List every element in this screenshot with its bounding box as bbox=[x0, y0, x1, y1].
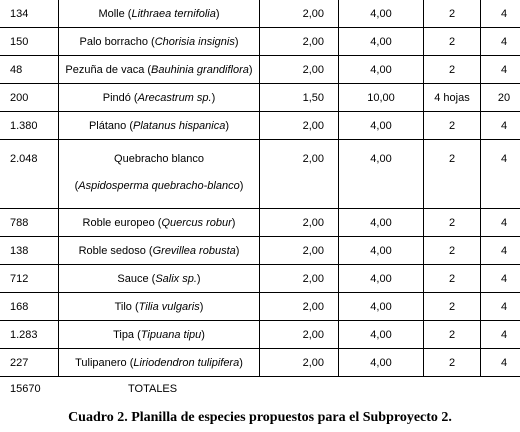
scientific-name: Aspidosperma quebracho-blanco bbox=[78, 180, 240, 192]
value-a-cell: 2,00 bbox=[260, 293, 339, 321]
totals-value: 15670 bbox=[10, 383, 41, 395]
quantity-cell: 788 bbox=[0, 209, 59, 237]
table-row bbox=[0, 56, 520, 84]
value-a-cell: 2,00 bbox=[260, 0, 339, 28]
value-c-cell: 2 bbox=[424, 349, 481, 377]
value-a-cell: 2,00 bbox=[260, 140, 339, 209]
species-name-cell: Roble sedoso (Grevillea robusta) bbox=[59, 237, 260, 265]
quantity-cell: 168 bbox=[0, 293, 59, 321]
quantity-cell: 1.380 bbox=[0, 112, 59, 140]
scientific-name: Salix sp. bbox=[155, 272, 197, 285]
value-a-cell: 2,00 bbox=[260, 28, 339, 56]
common-name: Quebracho blanco bbox=[114, 153, 204, 165]
table-row bbox=[0, 293, 520, 321]
value-d-cell: 4 bbox=[481, 0, 520, 28]
value-c-cell: 4 hojas bbox=[424, 84, 481, 112]
table-row bbox=[0, 28, 520, 56]
value-b-cell: 4,00 bbox=[339, 265, 424, 293]
value-a-cell: 2,00 bbox=[260, 349, 339, 377]
value-c-cell: 2 bbox=[424, 112, 481, 140]
value-d-cell: 4 bbox=[481, 265, 520, 293]
value-c-cell: 2 bbox=[424, 56, 481, 84]
value-b-cell: 4,00 bbox=[339, 209, 424, 237]
scientific-name: Chorisia insignis bbox=[154, 35, 235, 48]
species-name-cell: Pindó (Arecastrum sp.) bbox=[59, 84, 260, 112]
value-d-cell: 4 bbox=[481, 349, 520, 377]
table-row bbox=[0, 0, 520, 28]
common-name: Roble europeo bbox=[82, 216, 155, 229]
value-c-cell: 2 bbox=[424, 293, 481, 321]
value-b-cell: 4,00 bbox=[339, 112, 424, 140]
value-b-cell: 4,00 bbox=[339, 56, 424, 84]
common-name: Pezuña de vaca bbox=[65, 63, 145, 76]
common-name: Molle bbox=[98, 7, 125, 20]
value-c-cell: 2 bbox=[424, 237, 481, 265]
value-b-cell: 4,00 bbox=[339, 293, 424, 321]
common-name: Tilo bbox=[114, 300, 132, 313]
scientific-name: Tipuana tipu bbox=[140, 328, 202, 341]
quantity-cell: 1.283 bbox=[0, 321, 59, 349]
value-d-cell: 4 bbox=[481, 209, 520, 237]
scientific-name: Quercus robur bbox=[161, 216, 232, 229]
value-a-cell: 2,00 bbox=[260, 265, 339, 293]
value-c-cell: 2 bbox=[424, 140, 481, 209]
value-d-cell: 4 bbox=[481, 293, 520, 321]
value-c-cell: 2 bbox=[424, 265, 481, 293]
common-name: Plátano bbox=[88, 119, 127, 132]
species-name-cell: Molle (Lithraea ternifolia) bbox=[59, 0, 260, 28]
scientific-name: Tilia vulgaris bbox=[138, 300, 200, 313]
value-d-cell: 4 bbox=[481, 321, 520, 349]
scientific-name: Bauhinia grandiflora bbox=[151, 63, 249, 76]
species-name-cell: Roble europeo (Quercus robur) bbox=[59, 209, 260, 237]
table-row bbox=[0, 140, 520, 209]
table-row bbox=[0, 209, 520, 237]
species-name-cell: Tulipanero (Liriodendron tulipifera) bbox=[59, 349, 260, 377]
value-d-cell: 4 bbox=[481, 237, 520, 265]
common-name: Roble sedoso bbox=[78, 244, 146, 257]
table-caption: Cuadro 2. Planilla de especies propuestos para el Subproyecto 2. bbox=[68, 410, 452, 425]
quantity-cell: 227 bbox=[0, 349, 59, 377]
species-name-cell: Palo borracho (Chorisia insignis) bbox=[59, 28, 260, 56]
value-b-cell: 4,00 bbox=[339, 321, 424, 349]
species-name-cell bbox=[59, 140, 260, 209]
scientific-name: Arecastrum sp. bbox=[137, 91, 212, 104]
value-d-cell: 4 bbox=[481, 112, 520, 140]
quantity-cell: 712 bbox=[0, 265, 59, 293]
quantity-cell: 134 bbox=[0, 0, 59, 28]
common-name: Sauce bbox=[117, 272, 149, 285]
scientific-name: Liriodendron tulipifera bbox=[133, 356, 240, 369]
value-c-cell: 2 bbox=[424, 28, 481, 56]
value-a-cell: 2,00 bbox=[260, 237, 339, 265]
table-row bbox=[0, 237, 520, 265]
scientific-name: Lithraea ternifolia bbox=[131, 7, 216, 20]
value-a-cell: 2,00 bbox=[260, 112, 339, 140]
value-b-cell: 4,00 bbox=[339, 349, 424, 377]
value-b-cell: 4,00 bbox=[339, 28, 424, 56]
scientific-name-line: (Aspidosperma quebracho-blanco) bbox=[74, 180, 244, 192]
value-d-cell: 4 bbox=[481, 28, 520, 56]
common-name: Tipa bbox=[113, 328, 135, 341]
quantity-cell: 200 bbox=[0, 84, 59, 112]
value-a-cell: 1,50 bbox=[260, 84, 339, 112]
quantity-cell: 138 bbox=[0, 237, 59, 265]
common-name: Tulipanero bbox=[75, 356, 127, 369]
value-a-cell: 2,00 bbox=[260, 321, 339, 349]
value-b-cell: 4,00 bbox=[339, 0, 424, 28]
quantity-cell: 48 bbox=[0, 56, 59, 84]
value-d-cell: 4 bbox=[481, 56, 520, 84]
quantity-cell: 150 bbox=[0, 28, 59, 56]
species-name-cell: Sauce (Salix sp.) bbox=[59, 265, 260, 293]
value-d-cell: 20 bbox=[481, 84, 520, 112]
value-b-cell: 4,00 bbox=[339, 140, 424, 209]
table-row bbox=[0, 349, 520, 377]
value-c-cell: 2 bbox=[424, 209, 481, 237]
value-b-cell: 10,00 bbox=[339, 84, 424, 112]
value-a-cell: 2,00 bbox=[260, 209, 339, 237]
table-row bbox=[0, 265, 520, 293]
common-name: Palo borracho bbox=[79, 35, 148, 48]
species-name-cell: Tipa (Tipuana tipu) bbox=[59, 321, 260, 349]
scientific-name: Platanus hispanica bbox=[133, 119, 226, 132]
species-name-cell: Plátano (Platanus hispanica) bbox=[59, 112, 260, 140]
value-b-cell: 4,00 bbox=[339, 237, 424, 265]
table-row bbox=[0, 112, 520, 140]
quantity-cell: 2.048 bbox=[0, 140, 59, 209]
species-name-cell: Pezuña de vaca (Bauhinia grandiflora) bbox=[59, 56, 260, 84]
value-c-cell: 2 bbox=[424, 321, 481, 349]
value-d-cell: 4 bbox=[481, 140, 520, 209]
value-a-cell: 2,00 bbox=[260, 56, 339, 84]
table-row bbox=[0, 84, 520, 112]
totals-label: TOTALES bbox=[128, 383, 178, 395]
species-name-cell: Tilo (Tilia vulgaris) bbox=[59, 293, 260, 321]
value-c-cell: 2 bbox=[424, 0, 481, 28]
common-name: Pindó bbox=[102, 91, 131, 104]
table-row bbox=[0, 321, 520, 349]
scientific-name: Grevillea robusta bbox=[152, 244, 236, 257]
